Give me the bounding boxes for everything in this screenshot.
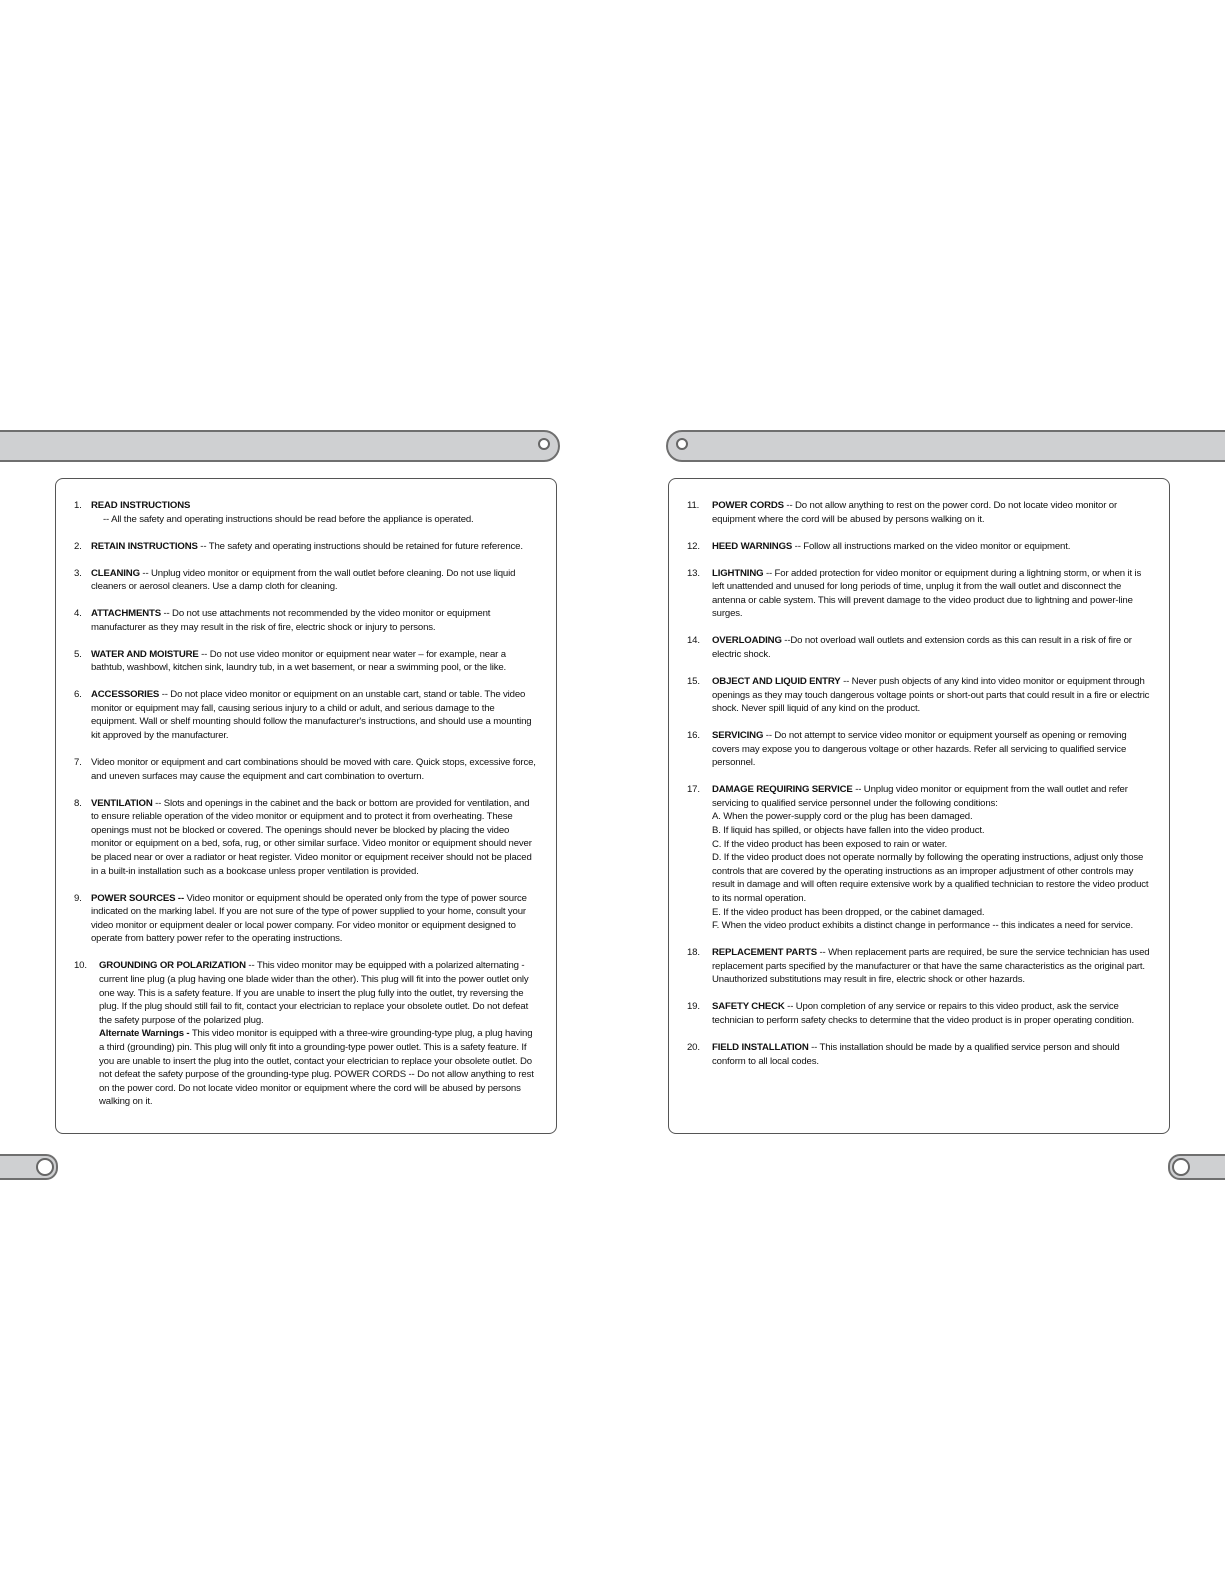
header-circle-icon — [676, 438, 688, 450]
condition-c: C. If the video product has been exposed to rain or water. — [712, 838, 948, 850]
footer-circle-icon — [36, 1158, 54, 1176]
item-text: --Do not overload wall outlets and extension cords as this can result in a risk of fire or electric shock. — [712, 635, 1132, 660]
item-number: 2. — [74, 540, 82, 552]
item-number: 18. — [687, 947, 700, 959]
item-number: 9. — [74, 892, 82, 904]
item-text: Video monitor or equipment should be operated only from the type of power source indicated on the marking label. If you are not sure of the type of power supplied to your home, consult your video monitor or equipment dealer or local power company. For video monitor or equipment designed to operate from battery power refer to the operating instructions. — [91, 892, 527, 945]
item-title: RETAIN INSTRUCTIONS — [91, 540, 198, 552]
right-header-bar — [666, 430, 1225, 462]
instruction-item-4 — [74, 607, 538, 634]
item-title: HEED WARNINGS — [712, 540, 793, 552]
item-text: -- Do not use attachments not recommended by the video monitor or equipment manufacturer as they may result in the risk of fire, electric shock or injury to persons. — [91, 608, 491, 633]
item-text: -- Do not use video monitor or equipment near water – for example, near a bathtub, washbowl, kitchen sink, laundry tub, in a wet basement, or near a swimming pool, or the like. — [91, 648, 507, 674]
item-number: 16. — [687, 730, 700, 742]
instruction-item-9 — [74, 892, 538, 946]
instruction-item-7 — [74, 756, 538, 783]
instruction-item-3 — [74, 567, 538, 594]
item-number: 3. — [74, 567, 82, 579]
item-title: READ INSTRUCTIONS — [91, 500, 191, 511]
left-header-bar — [0, 430, 560, 462]
item-text: -- This installation should be made by a qualified service person and should conform to all local codes. — [712, 1041, 1120, 1067]
item-text: -- Do not attempt to service video monitor or equipment yourself as opening or removing covers may expose you to dangerous voltage or other hazards. Refer all servicing to qualified service personnel. — [712, 730, 1127, 769]
item-text: -- Unplug video monitor or equipment from the wall outlet before cleaning. Do not use liquid cleaners or aerosol cleaners. Use a damp cloth for cleaning. — [91, 567, 516, 593]
item-title: OBJECT AND LIQUID ENTRY — [712, 675, 841, 687]
instruction-item-17 — [687, 783, 1151, 933]
left-instructions-panel — [55, 478, 557, 1134]
instruction-item-19 — [687, 1000, 1151, 1027]
alternate-warnings-text: This video monitor is equipped with a three-wire grounding-type plug, a plug having a third (grounding) pin. This plug will only fit into a grounding-type power outlet. This is a safety feature. If you are unable to insert the plug into the outlet, contact your electrician to replace your obsolete outlet. Do not defeat the safety purpose of the grounding-type plug. POWER CORDS -- Do not allow anything to rest on the power cord. Do not locate video monitor or equipment where the cord will be abused by persons walking on it. — [99, 1028, 534, 1108]
item-title: CLEANING — [91, 567, 140, 579]
item-number: 6. — [74, 689, 82, 701]
item-number: 11. — [687, 500, 700, 511]
item-title: FIELD INSTALLATION — [712, 1041, 809, 1053]
item-number: 10. — [74, 960, 87, 972]
instruction-item-13 — [687, 567, 1151, 621]
instruction-item-1 — [74, 499, 538, 526]
item-text: -- Upon completion of any service or repairs to this video product, ask the service technician to perform safety checks to determine that the video product is in proper operating condition. — [712, 1001, 1135, 1026]
item-title: VENTILATION — [91, 797, 153, 809]
instruction-item-20 — [687, 1041, 1151, 1068]
item-number: 20. — [687, 1041, 700, 1053]
item-title: SERVICING — [712, 730, 764, 742]
item-number: 12. — [687, 540, 700, 552]
instruction-item-6 — [74, 688, 538, 742]
item-title: LIGHTNING — [712, 567, 764, 579]
condition-a: A. When the power-supply cord or the plug has been damaged. — [712, 811, 973, 823]
item-title: POWER CORDS — [712, 500, 784, 511]
item-text: -- All the safety and operating instructions should be read before the appliance is operated. — [103, 513, 474, 525]
item-title: GROUNDING OR POLARIZATION — [99, 960, 246, 972]
item-number: 15. — [687, 675, 700, 687]
item-title: POWER SOURCES -- — [91, 892, 185, 904]
item-text: -- This video monitor may be equipped with a polarized alternating - current line plug (a plug having one blade wider than the other). This plug will fit into the power outlet only one way. This is a safety feature. If you are unable to insert the plug fully into the outlet, try reversing the plug. If the plug should still fail to fit, contact your electrician to replace your obsolete outlet. Do not defeat the safety purpose of the polarized plug. — [99, 960, 529, 1026]
instruction-item-16 — [687, 729, 1151, 770]
item-text: -- When replacement parts are required, be sure the service technician has used replacement parts specified by the manufacturer or that have the same characteristics as the original part. Unauthorized substitutions may result in fire, electric shock or other hazards. — [712, 947, 1150, 986]
item-title: OVERLOADING — [712, 635, 782, 647]
left-footer-tab — [0, 1154, 58, 1180]
footer-circle-icon — [1172, 1158, 1190, 1176]
item-text: -- Follow all instructions marked on the video monitor or equipment. — [794, 540, 1071, 552]
instruction-item-10 — [74, 959, 538, 1109]
item-number: 8. — [74, 797, 82, 809]
item-title: ACCESSORIES — [91, 689, 160, 701]
right-footer-tab — [1168, 1154, 1225, 1180]
item-title: DAMAGE REQUIRING SERVICE — [712, 784, 853, 796]
item-text: -- Slots and openings in the cabinet and the back or bottom are provided for ventilation, and to ensure reliable operation of the video monitor or equipment and to protect it from overheating. These openings must not be blocked or covered. The openings should never be blocked by placing the video monitor or equipment on a bed, sofa, rug, or other similar surface. Video monitor or equipment should never be placed near or over a radiator or heat register. Video monitor or equipment receiver should not be placed in a built-in installation such as a bookcase unless proper ventilation is provided. — [91, 797, 532, 877]
item-text: -- Do not allow anything to rest on the power cord. Do not locate video monitor or equipment where the cord will be abused by persons walking on it. — [712, 500, 1118, 525]
item-number: 5. — [74, 648, 82, 660]
condition-f: F. When the video product exhibits a distinct change in performance -- this indicates a need for service. — [712, 920, 1133, 932]
item-number: 4. — [74, 608, 82, 620]
item-title: SAFETY CHECK — [712, 1001, 785, 1013]
item-text: -- Never push objects of any kind into video monitor or equipment through openings as they may touch dangerous voltage points or short-out parts that could result in a fire or electric shock. Never spill liquid of any kind on the product. — [712, 675, 1150, 715]
instruction-item-8 — [74, 797, 538, 879]
instruction-item-14 — [687, 634, 1151, 661]
item-number: 13. — [687, 567, 700, 579]
instruction-item-2 — [74, 540, 538, 554]
item-text: -- Unplug video monitor or equipment from the wall outlet and refer servicing to qualified service personnel under the following conditions: — [712, 784, 1128, 809]
condition-d: D. If the video product does not operate normally by following the operating instructions, adjust only those controls that are covered by the operating instructions as an improper adjustment of other controls may result in damage and will often require extensive work by a qualified technician to restore the video product to its normal operation. — [712, 852, 1149, 904]
header-circle-icon — [538, 438, 550, 450]
item-number: 14. — [687, 635, 700, 647]
condition-b: B. If liquid has spilled, or objects have fallen into the video product. — [712, 825, 985, 837]
item-text: Video monitor or equipment and cart combinations should be moved with care. Quick stops, excessive force, and uneven surfaces may cause the equipment and cart combination to overturn. — [91, 757, 536, 782]
instruction-item-18 — [687, 946, 1151, 987]
right-instructions-panel — [668, 478, 1170, 1134]
item-number: 7. — [74, 757, 82, 769]
alternate-warnings — [99, 1027, 538, 1109]
item-number: 19. — [687, 1001, 700, 1013]
instruction-item-15 — [687, 675, 1151, 716]
instruction-item-11 — [687, 499, 1151, 526]
item-number: 1. — [74, 500, 82, 511]
item-text: -- The safety and operating instructions should be retained for future reference. — [200, 540, 523, 552]
item-text: -- For added protection for video monitor or equipment during a lightning storm, or when it is left unattended and unused for long periods of time, unplug it from the wall outlet and disconnect the antenna or cable system. This will prevent damage to the video product due to lightning and power-line surges. — [712, 567, 1142, 620]
condition-e: E. If the video product has been dropped, or the cabinet damaged. — [712, 906, 985, 918]
item-title: WATER AND MOISTURE — [91, 648, 199, 660]
instruction-item-5 — [74, 648, 538, 675]
item-title: REPLACEMENT PARTS — [712, 947, 817, 959]
item-title: ATTACHMENTS — [91, 608, 161, 620]
instruction-item-12 — [687, 540, 1151, 554]
item-text: -- Do not place video monitor or equipment on an unstable cart, stand or table. The video monitor or equipment may fall, causing serious injury to a child or adult, and serious damage to the equipment. Wall or shelf mounting should follow the manufacturer's instructions, and should use a mounting kit approved by the manufacturer. — [91, 689, 532, 742]
item-number: 17. — [687, 784, 700, 796]
alternate-warnings-title: Alternate Warnings - — [99, 1028, 190, 1040]
